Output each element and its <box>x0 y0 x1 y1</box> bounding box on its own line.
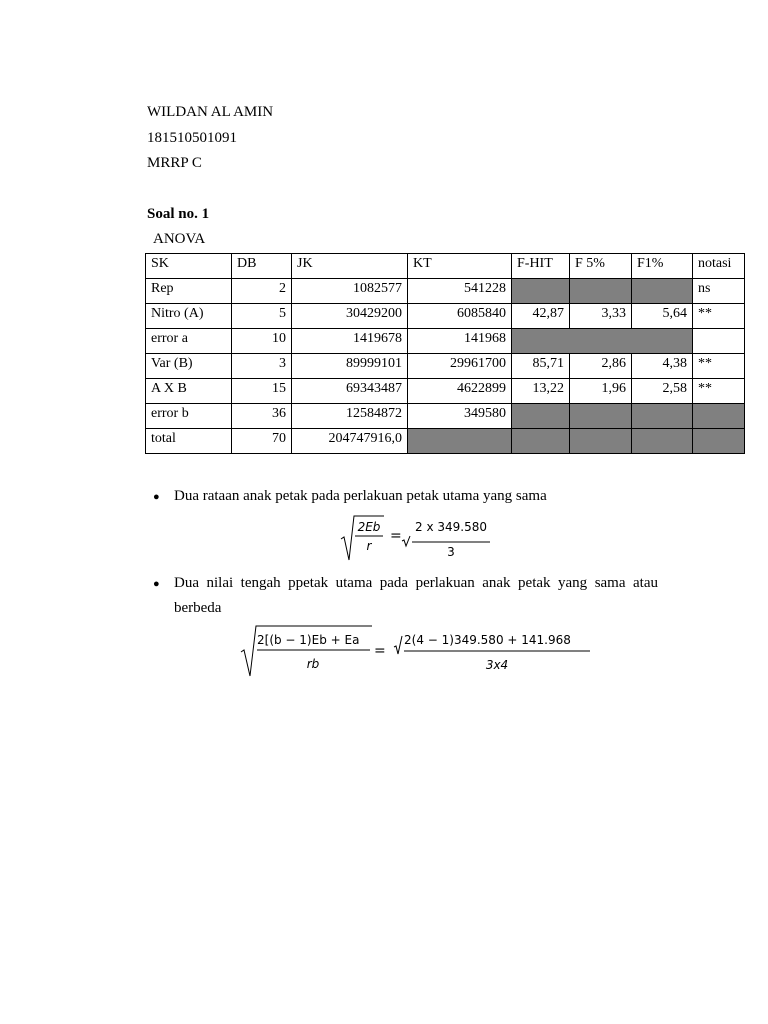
table-cell: error b <box>146 404 232 429</box>
equals-sign: = <box>390 528 402 544</box>
table-row <box>146 404 745 429</box>
formula-lhs-numerator: 2Eb <box>357 520 381 534</box>
table-cell: 349580 <box>408 404 512 429</box>
table-cell: 10 <box>232 329 292 354</box>
table-cell: 141968 <box>408 329 512 354</box>
table-cell: Var (B) <box>146 354 232 379</box>
column-header: KT <box>408 254 512 279</box>
table-cell: 13,22 <box>512 379 570 404</box>
section-title: Soal no. 1 <box>147 206 210 222</box>
shaded-cell <box>512 429 570 454</box>
table-cell: 3 <box>232 354 292 379</box>
table-cell: 6085840 <box>408 304 512 329</box>
shaded-cell <box>512 329 693 354</box>
student-id: 181510501091 <box>147 130 237 146</box>
table-cell: 4,38 <box>632 354 693 379</box>
class-name: MRRP C <box>147 155 202 171</box>
table-cell: 70 <box>232 429 292 454</box>
table-cell: 89999101 <box>292 354 408 379</box>
table-cell: 1082577 <box>292 279 408 304</box>
shaded-cell <box>570 404 632 429</box>
table-cell: 2 <box>232 279 292 304</box>
column-header: SK <box>146 254 232 279</box>
column-header: JK <box>292 254 408 279</box>
bullet-text-line-1: Dua nilai tengah ppetak utama pada perlakuan anak petak yang sama atau <box>174 575 658 591</box>
formula-rhs-numerator: 2(4 − 1)349.580 + 141.968 <box>404 633 571 647</box>
table-cell: 15 <box>232 379 292 404</box>
bullet-text: Dua rataan anak petak pada perlakuan petak utama yang sama <box>174 488 547 504</box>
table-cell: 5 <box>232 304 292 329</box>
table-cell: Rep <box>146 279 232 304</box>
column-header: F1% <box>632 254 693 279</box>
shaded-cell <box>693 404 745 429</box>
table-cell: total <box>146 429 232 454</box>
bullet-text-line-2: berbeda <box>174 600 222 616</box>
table-cell: 12584872 <box>292 404 408 429</box>
shaded-cell <box>408 429 512 454</box>
column-header: DB <box>232 254 292 279</box>
table-cell: 29961700 <box>408 354 512 379</box>
shaded-cell <box>693 429 745 454</box>
bullet-icon: ● <box>153 491 160 503</box>
formula-rhs-denominator: 3 <box>447 545 455 559</box>
anova-table <box>145 253 745 454</box>
shaded-cell <box>512 404 570 429</box>
table-cell <box>693 329 745 354</box>
formula-lhs-denominator: r <box>366 539 372 553</box>
table-cell: 1,96 <box>570 379 632 404</box>
table-row <box>146 329 745 354</box>
formula-2 <box>238 622 598 682</box>
table-cell: 2,58 <box>632 379 693 404</box>
table-row <box>146 429 745 454</box>
equals-sign: = <box>374 643 386 659</box>
shaded-cell <box>632 279 693 304</box>
table-cell: A X B <box>146 379 232 404</box>
formula-rhs-denominator: 3x4 <box>485 658 509 672</box>
table-row <box>146 279 745 304</box>
table-row <box>146 379 745 404</box>
shaded-cell <box>570 279 632 304</box>
table-cell: error a <box>146 329 232 354</box>
table-cell: 36 <box>232 404 292 429</box>
radical-sign <box>402 536 410 546</box>
formula-rhs-numerator: 2 x 349.580 <box>415 520 487 534</box>
column-header: notasi <box>693 254 745 279</box>
table-cell: Nitro (A) <box>146 304 232 329</box>
table-cell: 2,86 <box>570 354 632 379</box>
table-cell: 204747916,0 <box>292 429 408 454</box>
table-cell: 69343487 <box>292 379 408 404</box>
table-cell: ** <box>693 379 745 404</box>
formula-lhs-numerator: 2[(b − 1)Eb + Ea <box>257 633 360 647</box>
bullet-icon: ● <box>153 578 160 590</box>
table-cell: ** <box>693 354 745 379</box>
column-header: F 5% <box>570 254 632 279</box>
table-cell: 85,71 <box>512 354 570 379</box>
table-cell: 3,33 <box>570 304 632 329</box>
shaded-cell <box>632 429 693 454</box>
table-row <box>146 304 745 329</box>
radical-sign <box>394 636 402 654</box>
shaded-cell <box>512 279 570 304</box>
table-cell: ns <box>693 279 745 304</box>
shaded-cell <box>632 404 693 429</box>
shaded-cell <box>570 429 632 454</box>
table-cell: 42,87 <box>512 304 570 329</box>
table-cell: 5,64 <box>632 304 693 329</box>
table-row <box>146 354 745 379</box>
table-cell: 4622899 <box>408 379 512 404</box>
formula-lhs-denominator: rb <box>306 657 320 671</box>
table-caption: ANOVA <box>153 231 206 247</box>
author-name: WILDAN AL AMIN <box>147 104 274 120</box>
table-cell: ** <box>693 304 745 329</box>
column-header: F-HIT <box>512 254 570 279</box>
table-cell: 30429200 <box>292 304 408 329</box>
table-cell: 1419678 <box>292 329 408 354</box>
table-cell: 541228 <box>408 279 512 304</box>
table-header-row <box>146 254 745 279</box>
formula-1 <box>338 512 508 562</box>
